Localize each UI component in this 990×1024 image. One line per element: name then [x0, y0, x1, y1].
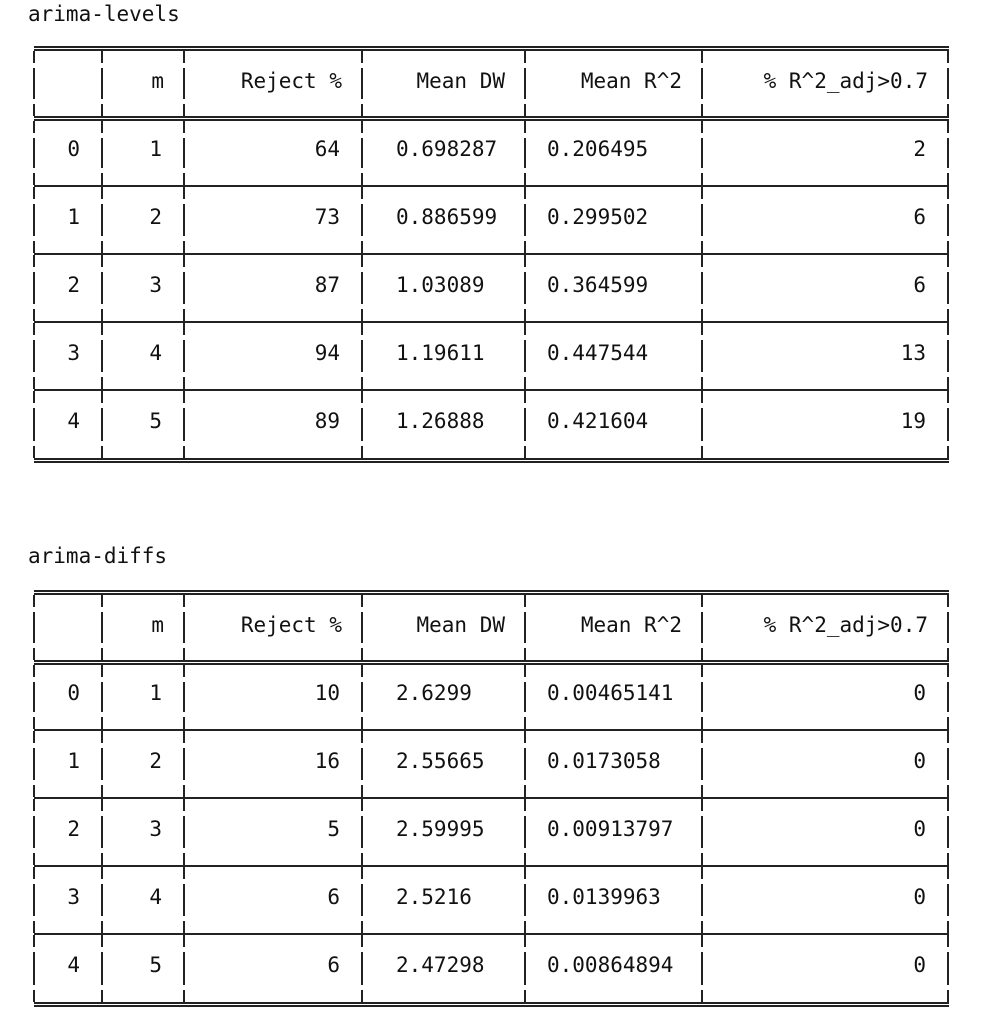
column-header: Mean DW — [416, 613, 505, 637]
column-divider — [701, 935, 703, 947]
column-divider — [101, 867, 103, 879]
table-cell: 0.206495 — [547, 137, 649, 161]
table-cell: 94 — [314, 341, 340, 365]
column-divider — [33, 612, 35, 643]
column-divider — [101, 121, 103, 133]
table-cell: 0.299502 — [547, 205, 649, 229]
column-divider — [361, 391, 363, 403]
table-cell: 2 — [149, 205, 162, 229]
column-divider — [947, 717, 949, 729]
table-top-border — [34, 590, 949, 595]
column-divider — [33, 377, 35, 389]
column-divider — [361, 173, 363, 185]
column-divider — [101, 309, 103, 321]
column-divider — [101, 173, 103, 185]
column-divider — [101, 595, 103, 607]
table-cell: 0.421604 — [547, 409, 649, 433]
column-divider — [524, 446, 526, 458]
table-cell: 13 — [900, 341, 926, 365]
column-divider — [33, 104, 35, 116]
column-divider — [361, 935, 363, 947]
column-header: Mean R^2 — [580, 69, 682, 93]
column-divider — [361, 952, 363, 985]
column-divider — [183, 595, 185, 607]
row-index: 1 — [67, 749, 80, 773]
column-divider — [101, 935, 103, 947]
table-cell: 0.447544 — [547, 341, 649, 365]
column-divider — [183, 785, 185, 797]
table-cell: 0.886599 — [396, 205, 498, 229]
column-divider — [33, 121, 35, 133]
column-divider — [524, 309, 526, 321]
column-divider — [361, 665, 363, 677]
row-index: 4 — [67, 953, 80, 977]
column-divider — [361, 990, 363, 1002]
column-divider — [33, 717, 35, 729]
column-divider — [361, 748, 363, 780]
column-divider — [101, 853, 103, 865]
table-cell: 89 — [314, 409, 340, 433]
column-divider — [361, 241, 363, 253]
column-divider — [361, 255, 363, 267]
column-divider — [33, 323, 35, 335]
row-index: 3 — [67, 885, 80, 909]
column-divider — [947, 799, 949, 811]
table-cell: 2 — [913, 137, 926, 161]
column-divider — [33, 785, 35, 797]
table-cell: 1 — [149, 137, 162, 161]
column-divider — [361, 682, 363, 712]
column-divider — [33, 990, 35, 1002]
column-divider — [947, 121, 949, 133]
column-divider — [33, 446, 35, 458]
column-divider — [701, 377, 703, 389]
table-cell: 6 — [913, 273, 926, 297]
table-cell: 0.0139963 — [547, 885, 661, 909]
column-divider — [183, 173, 185, 185]
column-divider — [101, 731, 103, 743]
column-divider — [701, 648, 703, 660]
table-cell: 3 — [149, 817, 162, 841]
table-cell: 73 — [314, 205, 340, 229]
column-divider — [361, 884, 363, 916]
column-divider — [701, 446, 703, 458]
column-divider — [701, 121, 703, 133]
column-divider — [361, 785, 363, 797]
table-cell: 0.00465141 — [547, 681, 674, 705]
table-cell: 4 — [149, 885, 162, 909]
column-divider — [524, 323, 526, 335]
table-bottom-border — [34, 1002, 949, 1007]
column-divider — [947, 323, 949, 335]
table-cell: 6 — [913, 205, 926, 229]
column-divider — [183, 377, 185, 389]
column-divider — [524, 665, 526, 677]
header-separator — [34, 116, 949, 121]
column-divider — [33, 799, 35, 811]
table-cell: 0 — [913, 953, 926, 977]
column-divider — [183, 187, 185, 199]
table-cell: 2.5216 — [396, 885, 472, 909]
column-divider — [524, 853, 526, 865]
column-divider — [947, 204, 949, 236]
table-cell: 1 — [149, 681, 162, 705]
column-divider — [361, 187, 363, 199]
column-divider — [183, 717, 185, 729]
column-divider — [361, 272, 363, 304]
column-divider — [33, 921, 35, 933]
table-title: arima-levels — [28, 2, 180, 26]
column-divider — [947, 391, 949, 403]
column-divider — [701, 717, 703, 729]
column-divider — [947, 408, 949, 441]
column-divider — [33, 187, 35, 199]
table-cell: 0.00913797 — [547, 817, 674, 841]
column-divider — [947, 68, 949, 99]
column-divider — [361, 377, 363, 389]
row-separator — [34, 729, 949, 731]
column-divider — [361, 595, 363, 607]
column-divider — [101, 648, 103, 660]
column-divider — [701, 187, 703, 199]
column-divider — [947, 340, 949, 372]
column-divider — [183, 255, 185, 267]
table-cell: 16 — [314, 749, 340, 773]
column-header: Reject % — [240, 69, 342, 93]
column-divider — [183, 104, 185, 116]
column-header: m — [151, 69, 164, 93]
table-cell: 0.00864894 — [547, 953, 674, 977]
table-cell: 0.698287 — [396, 137, 498, 161]
row-index: 3 — [67, 341, 80, 365]
column-divider — [101, 255, 103, 267]
column-divider — [524, 785, 526, 797]
column-divider — [183, 323, 185, 335]
column-divider — [524, 187, 526, 199]
row-separator — [34, 389, 949, 391]
column-divider — [524, 731, 526, 743]
table-cell: 0 — [913, 817, 926, 841]
row-separator — [34, 865, 949, 867]
column-divider — [947, 104, 949, 116]
table-cell: 1.26888 — [396, 409, 485, 433]
column-divider — [361, 204, 363, 236]
table-cell: 1.03089 — [396, 273, 485, 297]
column-divider — [701, 323, 703, 335]
column-divider — [361, 717, 363, 729]
column-divider — [183, 799, 185, 811]
column-divider — [524, 648, 526, 660]
column-divider — [701, 785, 703, 797]
column-divider — [947, 952, 949, 985]
column-divider — [33, 731, 35, 743]
column-divider — [524, 799, 526, 811]
column-divider — [361, 648, 363, 660]
row-separator — [34, 185, 949, 187]
column-divider — [183, 921, 185, 933]
column-divider — [947, 272, 949, 304]
column-divider — [361, 323, 363, 335]
column-divider — [524, 104, 526, 116]
column-divider — [33, 648, 35, 660]
column-divider — [524, 921, 526, 933]
column-divider — [183, 867, 185, 879]
column-divider — [361, 340, 363, 372]
column-divider — [947, 935, 949, 947]
column-divider — [947, 241, 949, 253]
column-divider — [101, 921, 103, 933]
column-divider — [701, 665, 703, 677]
column-header: m — [151, 613, 164, 637]
column-divider — [701, 921, 703, 933]
column-divider — [701, 731, 703, 743]
row-separator — [34, 933, 949, 935]
column-divider — [101, 104, 103, 116]
table-cell: 2 — [149, 749, 162, 773]
column-divider — [183, 731, 185, 743]
column-divider — [947, 377, 949, 389]
table-cell: 1.19611 — [396, 341, 485, 365]
table-cell: 10 — [314, 681, 340, 705]
row-separator — [34, 321, 949, 323]
column-divider — [524, 867, 526, 879]
column-divider — [524, 173, 526, 185]
column-divider — [947, 990, 949, 1002]
table-cell: 19 — [900, 409, 926, 433]
column-divider — [524, 391, 526, 403]
column-divider — [361, 853, 363, 865]
column-divider — [947, 255, 949, 267]
column-divider — [101, 391, 103, 403]
column-divider — [361, 731, 363, 743]
column-divider — [947, 665, 949, 677]
table-cell: 3 — [149, 273, 162, 297]
column-divider — [361, 921, 363, 933]
column-divider — [947, 884, 949, 916]
column-divider — [101, 717, 103, 729]
column-divider — [33, 255, 35, 267]
column-divider — [33, 595, 35, 607]
column-divider — [183, 665, 185, 677]
column-divider — [701, 990, 703, 1002]
table-cell: 6 — [327, 885, 340, 909]
column-divider — [701, 867, 703, 879]
column-divider — [361, 309, 363, 321]
column-divider — [947, 187, 949, 199]
column-divider — [183, 51, 185, 63]
column-divider — [183, 990, 185, 1002]
column-divider — [33, 309, 35, 321]
row-index: 1 — [67, 205, 80, 229]
column-divider — [947, 785, 949, 797]
column-divider — [947, 816, 949, 848]
column-divider — [361, 799, 363, 811]
column-divider — [361, 138, 363, 168]
column-divider — [701, 241, 703, 253]
column-divider — [524, 255, 526, 267]
table-cell: 0 — [913, 681, 926, 705]
column-divider — [947, 682, 949, 712]
column-divider — [947, 648, 949, 660]
column-divider — [947, 612, 949, 643]
column-divider — [947, 446, 949, 458]
header-separator — [34, 660, 949, 665]
column-divider — [701, 799, 703, 811]
column-divider — [183, 446, 185, 458]
column-divider — [361, 867, 363, 879]
column-divider — [101, 785, 103, 797]
column-divider — [701, 595, 703, 607]
column-divider — [33, 68, 35, 99]
column-header: % R^2_adj>0.7 — [763, 613, 928, 637]
row-index: 2 — [67, 817, 80, 841]
column-divider — [183, 241, 185, 253]
column-divider — [524, 51, 526, 63]
row-separator — [34, 253, 949, 255]
row-index: 4 — [67, 409, 80, 433]
column-divider — [947, 853, 949, 865]
column-divider — [361, 408, 363, 441]
row-separator — [34, 797, 949, 799]
table-bottom-border — [34, 458, 949, 463]
column-divider — [33, 665, 35, 677]
column-divider — [33, 935, 35, 947]
column-divider — [101, 990, 103, 1002]
column-divider — [33, 173, 35, 185]
column-divider — [183, 648, 185, 660]
column-header: % R^2_adj>0.7 — [763, 69, 928, 93]
table-cell: 5 — [327, 817, 340, 841]
row-index: 0 — [67, 681, 80, 705]
column-divider — [101, 665, 103, 677]
table-cell: 64 — [314, 137, 340, 161]
table-cell: 87 — [314, 273, 340, 297]
column-divider — [947, 51, 949, 63]
table-cell: 5 — [149, 409, 162, 433]
column-divider — [33, 51, 35, 63]
column-divider — [947, 309, 949, 321]
table-cell: 6 — [327, 953, 340, 977]
column-divider — [701, 51, 703, 63]
row-index: 2 — [67, 273, 80, 297]
column-divider — [183, 309, 185, 321]
column-divider — [701, 309, 703, 321]
column-divider — [701, 391, 703, 403]
column-divider — [183, 853, 185, 865]
column-divider — [524, 241, 526, 253]
column-divider — [524, 595, 526, 607]
column-divider — [101, 51, 103, 63]
row-index: 0 — [67, 137, 80, 161]
column-divider — [101, 241, 103, 253]
column-divider — [101, 446, 103, 458]
column-divider — [524, 377, 526, 389]
column-divider — [701, 255, 703, 267]
column-header: Mean DW — [416, 69, 505, 93]
column-divider — [701, 173, 703, 185]
table-cell: 2.47298 — [396, 953, 485, 977]
column-divider — [524, 121, 526, 133]
column-divider — [524, 935, 526, 947]
column-divider — [361, 816, 363, 848]
column-divider — [183, 121, 185, 133]
column-divider — [101, 323, 103, 335]
column-divider — [947, 867, 949, 879]
column-divider — [361, 446, 363, 458]
table-title: arima-diffs — [28, 544, 168, 568]
column-divider — [33, 853, 35, 865]
column-divider — [701, 104, 703, 116]
column-divider — [101, 377, 103, 389]
column-divider — [947, 138, 949, 168]
column-divider — [101, 187, 103, 199]
table-cell: 2.59995 — [396, 817, 485, 841]
column-divider — [947, 748, 949, 780]
table-cell: 2.6299 — [396, 681, 472, 705]
column-divider — [947, 921, 949, 933]
column-divider — [183, 935, 185, 947]
column-divider — [33, 241, 35, 253]
column-divider — [701, 853, 703, 865]
column-divider — [33, 867, 35, 879]
column-divider — [947, 731, 949, 743]
table-cell: 5 — [149, 953, 162, 977]
column-divider — [947, 173, 949, 185]
table-cell: 0.364599 — [547, 273, 649, 297]
column-divider — [183, 391, 185, 403]
column-divider — [361, 51, 363, 63]
column-header: Reject % — [240, 613, 342, 637]
table-cell: 2.55665 — [396, 749, 485, 773]
column-divider — [524, 990, 526, 1002]
column-divider — [947, 595, 949, 607]
table-top-border — [34, 46, 949, 51]
column-divider — [101, 799, 103, 811]
table-cell: 0.0173058 — [547, 749, 661, 773]
column-divider — [33, 391, 35, 403]
table-cell: 4 — [149, 341, 162, 365]
column-divider — [524, 717, 526, 729]
table-cell: 0 — [913, 749, 926, 773]
column-divider — [361, 121, 363, 133]
column-divider — [361, 104, 363, 116]
column-header: Mean R^2 — [580, 613, 682, 637]
table-cell: 0 — [913, 885, 926, 909]
